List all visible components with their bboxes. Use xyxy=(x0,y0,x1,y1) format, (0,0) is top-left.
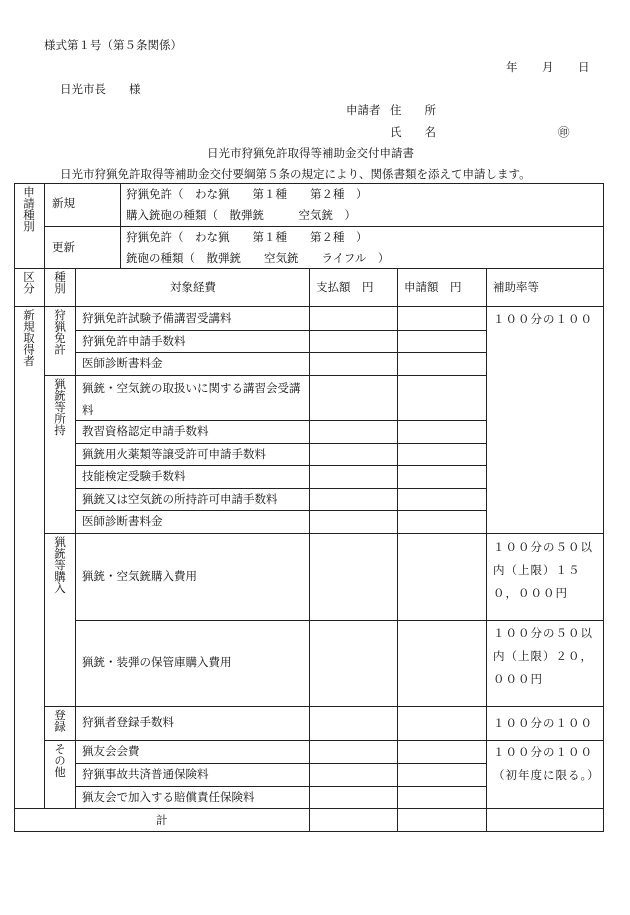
expense-row: 狩猟免許申請手数料 xyxy=(82,334,186,348)
apply-type-renew: 更新 xyxy=(52,240,75,254)
group-possession: 猟銃等所持 xyxy=(53,378,67,436)
expense-row: 狩猟事故共済普通保険料 xyxy=(82,767,209,781)
seal-mark: ㊞ xyxy=(558,125,570,139)
rate-license-possession: １００分の１００ xyxy=(493,312,593,326)
new-gun-options: 購入銃砲の種類（ 散弾銃 空気銃 ） xyxy=(126,208,356,222)
expense-row: 医師診断書料金 xyxy=(82,356,163,370)
expense-row: 狩猟者登録手数料 xyxy=(82,715,174,729)
expense-row: 猟銃・装弾の保管庫購入費用 xyxy=(82,655,232,669)
expense-row: 狩猟免許試験予備講習受講料 xyxy=(82,311,232,325)
header-paid: 支払額 円 xyxy=(316,280,374,294)
intro-text: 日光市狩猟免許取得等補助金交付要綱第５条の規定により、関係書類を添えて申請します。 xyxy=(60,167,531,181)
rate-gun-purchase: １００分の５０以内（上限）１５０，０００円 xyxy=(493,540,593,600)
new-license-options: 狩猟免許（ わな猟 第１種 第２種 ） xyxy=(126,187,368,201)
applicant-label: 申請者 xyxy=(346,103,381,117)
name-label: 氏 名 xyxy=(390,125,436,139)
expense-row: 技能検定受験手数料 xyxy=(82,469,186,483)
header-expense: 対象経費 xyxy=(170,280,216,294)
expense-row: 猟銃・空気銃購入費用 xyxy=(82,569,197,583)
doc-title: 日光市狩猟免許取得等補助金交付申請書 xyxy=(207,146,414,160)
date-year: 年 xyxy=(506,60,518,74)
expense-row: 猟銃又は空気銃の所持許可申請手数料 xyxy=(82,492,278,506)
apply-type-header: 申請種別 xyxy=(22,186,36,232)
rate-other: １００分の１００（初年度に限る。） xyxy=(493,745,600,782)
total-label: 計 xyxy=(156,813,168,827)
date-day: 日 xyxy=(578,60,590,74)
renew-gun-options: 銃砲の種類（ 散弾銃 空気銃 ライフル ） xyxy=(126,251,390,265)
form-number: 様式第１号（第５条関係） xyxy=(44,38,182,52)
header-rate: 補助率等 xyxy=(493,280,539,294)
header-category: 区分 xyxy=(22,271,36,294)
expense-row: 医師診断書料金 xyxy=(82,514,163,528)
address-label: 住 所 xyxy=(390,103,436,117)
expense-row: 猟銃・空気銃の取扱いに関する講習会受講料 xyxy=(82,381,301,417)
header-kind: 種別 xyxy=(53,271,67,294)
expense-row: 教習資格認定申請手数料 xyxy=(82,424,209,438)
rate-registration: １００分の１００ xyxy=(493,716,593,730)
group-license: 狩猟免許 xyxy=(53,309,67,355)
group-registration: 登録 xyxy=(53,709,67,732)
group-other: その他 xyxy=(53,743,67,778)
section-new-acquirer: 新規取得者 xyxy=(22,309,36,367)
renew-license-options: 狩猟免許（ わな猟 第１種 第２種 ） xyxy=(126,230,368,244)
expense-row: 猟友会で加入する賠償責任保険料 xyxy=(82,790,255,804)
date-month: 月 xyxy=(542,60,554,74)
apply-type-new: 新規 xyxy=(52,196,75,210)
rate-storage-purchase: １００分の５０以内（上限）２０，０００円 xyxy=(493,626,593,686)
expense-row: 猟銃用火薬類等譲受許可申請手数料 xyxy=(82,447,266,461)
expense-row: 猟友会会費 xyxy=(82,744,140,758)
header-requested: 申請額 円 xyxy=(404,280,462,294)
group-purchase: 猟銃等購入 xyxy=(53,536,67,594)
addressee: 日光市長 様 xyxy=(60,82,141,96)
